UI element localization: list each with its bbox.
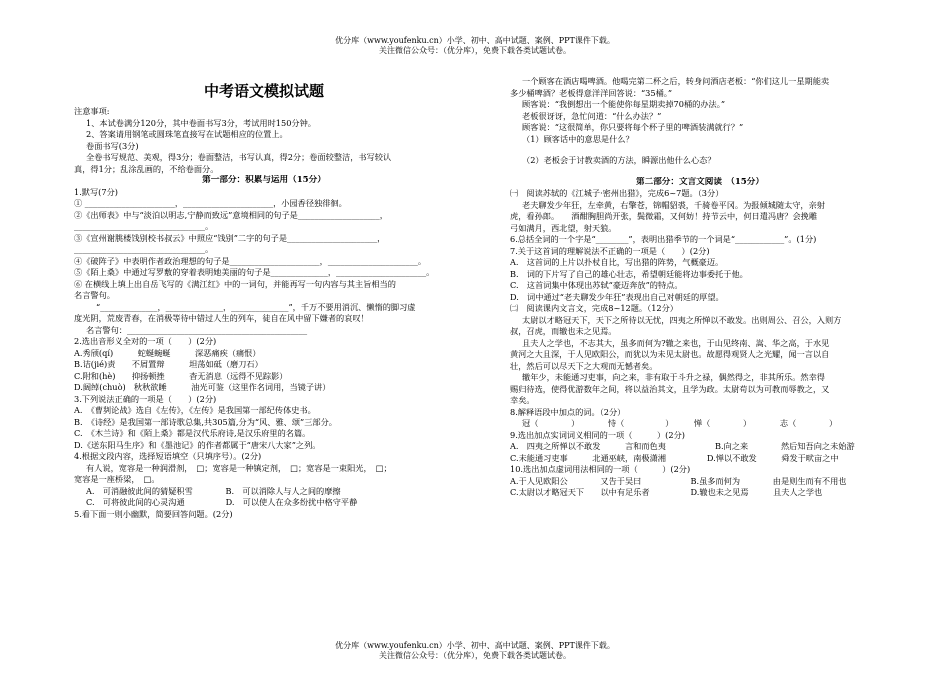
question-8: 8.解释语段中加点的词。（2分）	[510, 406, 626, 417]
notice-item-2: 2、答案请用钢笔或圆珠笔直接写在试题相应的位置上。	[86, 129, 288, 139]
question-9: 9.选出加点实词词义相同的一项（ ）(2分)	[510, 429, 685, 440]
question-2-option-d: D.阔绰(chuò) 秋秋欲睡 油光可鉴（这里作名词用，当镜子讲）	[74, 382, 331, 392]
handwriting-text: 全卷书写规范、美观，得3分；卷面整洁，书写认真，得2分；卷面较整洁，书写较认	[86, 152, 392, 162]
question-2: 2.选出音形义全对的一项（ ）(2分)	[74, 336, 217, 346]
footer-watermark-line1: 优分库（www.youfenku.cn）小学、初中、高中试题、案例、PPT课件下载。	[335, 641, 615, 650]
poem-line-3: 弓如满月，西北望，射天狼。	[510, 222, 617, 233]
question-5: 5.看下面一则小幽默，简要回答问题。(2分)	[74, 508, 233, 519]
question-1-item-6-quote-cont: 度光阴，荒废青春，在消极等待中错过人生的列车，徒自在风中留下嫌者的哀叹！	[74, 313, 369, 323]
question-10-options-ab: A.于人见欧阳公 又告于吴曰 B.虽多而何为 由是则生而有不用也	[510, 475, 847, 486]
poem-line-1: 老夫聊发少年狂，左牵黄，右擎苍，锦帽貂裘，千骑卷平冈。为报倾城随太守，亲射	[522, 199, 825, 210]
question-1-item-1: ① ______________________，______________________，小园香径独徘徊。	[74, 198, 347, 208]
question-1-motto: 名言警句：____________________________________________	[86, 324, 308, 335]
question-1-item-3-blank: ________________________________。	[74, 244, 214, 254]
question-1-item-4: ④《破阵子》中表明作者政治理想的句子是______________________，______________________。	[74, 255, 427, 266]
question-4-text-cont: 宽容是一座桥梁， □。	[74, 474, 160, 484]
passage-line-8: 幸矣。	[510, 395, 535, 405]
question-2-option-b: B.诘(jié)责 不屑置辩 坦荡如砥（磨刀石）	[74, 359, 263, 369]
header-watermark-line2: 关注微信公众号：（优分库），免费下载各类试题试卷。	[379, 46, 571, 55]
question-1-item-2-blank: ________________________________。	[74, 221, 214, 231]
question-10-options-cd: C.太尉以才略冠天下 以中有足乐者 D.辙也未之见焉 且夫人之学也	[510, 487, 823, 497]
question-7-option-d: D. 词中通过“老夫聊发少年狂”表现出自己对朝廷的厚望。	[510, 291, 724, 302]
question-2-option-a: A.秀颀(qí) 蛇蜒蜿蜒 深恶痛疾（痛恨）	[74, 347, 261, 358]
page-title: 中考语文模拟试题	[203, 82, 324, 100]
section-one-heading: 第一部分：积累与运用（15分）	[202, 175, 326, 185]
question-4-options-ab: A. 可消融彼此间的猜疑积雪 B. 可以消除人与人之间的摩擦	[86, 485, 341, 496]
question-1-item-6-cont: 名言警句。	[74, 290, 115, 300]
left-column	[74, 82, 454, 520]
question-1-item-5: ⑤《陌上桑》中通过写罗敷的穿着表明她美丽的句子是______________，______________________。	[74, 267, 435, 277]
question-1: 1.默写(7分)	[74, 186, 118, 197]
question-1-item-6: ⑥ 在横线上填上出自岳飞写的《满江红》中的一词句，并能再写一句内容与其主旨相当的	[74, 278, 396, 289]
question-3: 3.下列说法正确的一项是（ ）(2分)	[74, 393, 217, 404]
passage-line-6: 辙年少，未能通习吏事，向之来，非有取于斗升之禄，偶然得之，非其所乐。然幸得	[522, 372, 825, 382]
question-3-option-c: C. 《木兰诗》和《陌上桑》都是汉代乐府诗,是汉乐府里的名篇。	[74, 428, 311, 438]
question-9-options-ab: A. 四夷之所惮以不敢发 言和而色夷 B.向之来 然后知吾向之未始游	[510, 441, 855, 451]
reading-2-intro: ㈡ 阅读课内文言文，完成8~12题。（12分）	[510, 303, 678, 313]
question-8-blanks: 冠（ ） 恃（ ） 惮（ ） 志（ ）	[522, 418, 838, 428]
joke-line-1: 一个顾客在酒店喝啤酒。他喝完第二杯之后，转身问酒店老板：“你们这儿一星期能卖	[522, 76, 830, 86]
handwriting-heading: 卷面书写(3分)	[86, 140, 139, 151]
passage-line-4: 黄河之大且深，于人见欧阳公，而犹以为未见太尉也。故愿得观贤人之光耀，闻一言以自	[510, 349, 830, 359]
handwriting-text-cont: 真，得1分；乱涂乱画的，不给卷面分。	[74, 163, 219, 174]
question-7: 7.关于这首词的理解说法不正确的一项是（ ）(2分)	[510, 245, 710, 256]
joke-line-5: 顾客说：“这很简单，你只要将每个杯子里的啤酒装满就行？”	[522, 122, 744, 132]
question-2-option-c: C.附和(hè) 抑扬顿挫 杳无消息（远得不见踪影）	[74, 370, 288, 381]
question-1-item-6-quote: “______________，______________，______________”，千万不要用消沉、懒惰的脚习虚	[96, 301, 416, 312]
question-10: 10.选出加点虚词用法相同的一项（ ）(2分)	[510, 464, 691, 474]
footer-watermark-line2: 关注微信公众号：（优分库），免费下载各类试题试卷。	[379, 651, 571, 660]
question-7-option-b: B. 词的下片写了自己的雄心壮志，希望朝廷能将边事委托于他。	[510, 268, 748, 279]
joke-line-4: 老板很讶讶，急忙问道：“什么办法？”	[522, 110, 662, 121]
notice-item-1: 1、本试卷满分120分，其中卷面书写3分，考试用时150分钟。	[86, 117, 316, 128]
section-two-heading: 第二部分：文言文阅读 （15分）	[636, 176, 764, 187]
question-3-option-a: A. 《曹刿论战》选自《左传》，《左传》是我国第一部纪传体史书。	[74, 405, 316, 415]
passage-line-2: 叔，召虎，而辙也未之见焉。	[510, 326, 617, 336]
question-7-option-c: C. 这首词集中体现出苏轼“豪迈奔放”的特点。	[510, 280, 683, 290]
question-1-item-3: ③《宣州谢朓楼饯别校书叔云》中照应“饯别”二字的句子是______________________，	[74, 232, 386, 243]
question-9-options-cd: C.未能通习吏事 北通巫峡，南极潇湘 D.惮以不敢发 舜发于畎亩之中	[510, 452, 839, 463]
header-watermark-line1: 优分库（www.youfenku.cn）小学、初中、高中试题、案例、PPT课件下载。	[335, 36, 615, 45]
question-3-option-d: D.《送东阳马生序》和《墨池记》的作者都属于“唐宋八大家”之列。	[74, 439, 321, 450]
question-4: 4.根据文段内容，选择短语填空（只填序号）。(2分)	[74, 451, 262, 461]
question-3-option-b: B. 《诗经》是我国第一部诗歌总集,共305篇,分为“风、雅、颂”三部分。	[74, 416, 337, 427]
passage-line-5: 壮，然后可以尽天下之大观而无憾者矣。	[510, 360, 658, 371]
passage-line-1: 太尉以才略冠天下，天下之所待以无忧，四夷之所惮以不敢发。出则周公、召公，入则方	[522, 314, 842, 325]
passage-line-3: 且夫人之学也，不志其大，虽多而何为?辙之来也，于山见终南、嵩、华之高，于水见	[522, 337, 830, 348]
joke-line-3: 顾客说：“我倒想出一个能使你每星期卖掉70桶的办法。”	[522, 99, 726, 109]
question-5-part-1: （1）顾客话中的意思是什么？	[522, 133, 634, 144]
notice-heading: 注意事项:	[74, 106, 110, 116]
reading-1-intro: ㈠ 阅读苏轼的《江城子·密州出猎》，完成6~7题。（3分）	[510, 188, 724, 198]
question-7-option-a: A. 这首词的上片以扑杖自比，写出猎的阵势，气概豪迈。	[510, 257, 724, 267]
right-column	[510, 76, 890, 499]
question-6: 6.总括全词的一个字是“________”，表明出猎季节的一个词是“____________”。(1分)	[510, 234, 817, 244]
question-4-text: 有人说，宽容是一种润滑剂， □；宽容是一种镇定剂， □；宽容是一束阳光， □；	[86, 462, 392, 473]
question-1-item-2: ②《出师表》中与“淡泊以明志,宁静而致远”意境相同的句子是____________________，	[74, 209, 388, 220]
question-5-part-2: （2）老板会于讨教卖酒的方法，瞬源出他什么心态？	[522, 155, 716, 165]
passage-line-7: 赐归待选，使得优游数年之间，将以益治其文，且学为政。太尉苟以为可教而辱教之，又	[510, 383, 830, 394]
question-4-options-cd: C. 可将彼此间的心灵沟通 D. 可以使人在众多纷扰中格守平静	[86, 497, 358, 507]
poem-line-2: 虎，看孙郎。 酒酣胸胆尚开张，鬓微霜，又何妨！持节云中，何日遣冯唐？会挽雕	[510, 211, 818, 221]
joke-line-2: 多少桶啤酒？老板得意洋洋回答说：“35桶。”	[510, 87, 673, 98]
